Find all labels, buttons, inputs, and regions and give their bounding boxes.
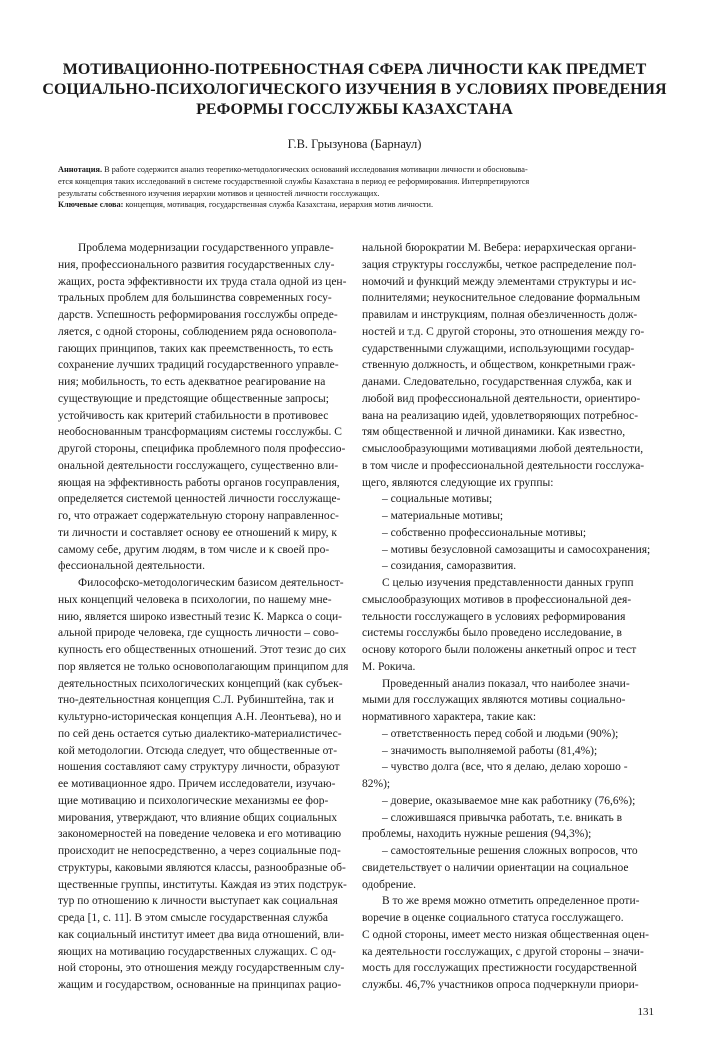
keywords-label: Ключевые слова:	[58, 200, 124, 210]
text-line: дарств. Успешность реформирования госслужбы опреде-	[58, 309, 338, 321]
text-line: деятельностных психологических концепций (как субъек-	[58, 677, 343, 690]
text-line: другой стороны, специфика проблемного поля профессио-	[58, 443, 346, 455]
abstract-block	[58, 164, 654, 211]
text-line: – собственно профессиональные мотивы;	[382, 526, 587, 539]
text-line: среда [1, с. 11]. В этом смысле государственная служба	[58, 912, 328, 924]
keywords-text: концепция, мотивация, государственная служба Казахстана, иерархия мотив личности.	[123, 200, 434, 210]
text-line: свидетельствует о наличии ориентации на социальное	[362, 861, 629, 874]
article-title-line: СОЦИАЛЬНО-ПСИХОЛОГИЧЕСКОГО ИЗУЧЕНИЯ В УСЛОВИЯХ ПРОВЕДЕНИЯ	[42, 81, 667, 98]
text-line: ляется, с одной стороны, соблюдением ряда основопола-	[58, 325, 337, 338]
text-line: яющая на эффективность работы органов госуправления,	[58, 476, 340, 489]
text-line: щего, являются следующие их группы:	[362, 476, 554, 489]
text-line: мирования, утверждают, что влияние общих социальных	[58, 811, 338, 824]
text-line: сударственными служащими, использующими государ-	[362, 342, 635, 355]
left-text-column	[58, 240, 348, 994]
text-line: правилам и инструкциям, полная обезличенность долж-	[362, 309, 638, 321]
text-line: – самостоятельные решения сложных вопросов, что	[382, 845, 638, 857]
text-line: ее мотивационное ядро. Причем исследователи, изучаю-	[58, 778, 336, 790]
text-line: закономерностей на поведение человека и его мотивацию	[58, 828, 342, 841]
text-line: происходит не непосредственно, а через социальные под-	[58, 845, 341, 857]
text-line: нию, является широко известный тезис К. Маркса о соци-	[58, 610, 343, 623]
text-line: – сложившаяся привычка работать, т.е. вникать в	[382, 811, 623, 824]
text-line: альной природе человека, где сущность личности – сово-	[58, 627, 339, 640]
text-line: кой методологии. Отсюда следует, что общественные от-	[58, 744, 338, 757]
article-title-line: МОТИВАЦИОННО-ПОТРЕБНОСТНАЯ СФЕРА ЛИЧНОСТИ КАК ПРЕДМЕТ	[62, 61, 647, 78]
text-line: яющих на мотивацию государственных служащих. С од-	[58, 945, 336, 958]
text-line: пор является не только основополагающим принципом для	[58, 660, 348, 673]
text-line: ка деятельности госслужащих, с другой стороны – значи-	[362, 945, 644, 958]
text-line: Философско-методологическим базисом деятельност-	[78, 577, 344, 589]
text-line: мыми для госслужащих являются мотивы социально-	[362, 694, 626, 707]
text-line: зация структуры госслужбы, четкое распределение пол-	[362, 258, 637, 271]
text-line: одобрение.	[362, 878, 417, 891]
text-line: Проведенный анализ показал, что наиболее значи-	[382, 677, 630, 690]
text-line: устойчивость как критерий стабильности в противовес	[58, 409, 329, 422]
text-line: по сей день остается сутью диалектико-материалистичес-	[58, 727, 342, 740]
text-line: В то же время можно отметить определенное проти-	[382, 895, 640, 908]
text-line: – созидания, саморазвития.	[382, 560, 517, 573]
text-line: жащих, роста эффективности их труда стала одной из цен-	[58, 275, 347, 288]
text-line: службы. 46,7% участников опроса подчеркнули приори-	[362, 979, 639, 991]
text-line: нормативного характера, такие как:	[362, 711, 537, 723]
text-line: – значимость выполняемой работы (81,4%);	[382, 744, 598, 757]
text-line: Проблема модернизации государственного управле-	[78, 242, 334, 254]
author-name: Г.В. Грызунова (Барнаул)	[287, 137, 422, 151]
text-line: культурно-историческая концепция А.Н. Леонтьева), но и	[58, 711, 342, 723]
text-line: смыслообразующими мотивациями любой деятельности,	[362, 443, 644, 455]
text-line: фессиональной деятельности.	[58, 560, 205, 573]
text-line: ностей и т.д. С другой стороны, это отношения между го-	[362, 325, 645, 338]
text-line: любой вид профессиональной деятельности, ориентиро-	[362, 392, 641, 405]
text-line: С одной стороны, имеет место низкая общественная оцен-	[362, 928, 649, 941]
text-line: щие мотивацию и психологические механизмы ее фор-	[58, 794, 329, 807]
text-line: существующие и предстоящие общественные запросы;	[58, 392, 329, 405]
page-number: 131	[637, 1006, 654, 1018]
text-line: сохранение лучших традиций государственного управле-	[58, 359, 339, 372]
text-line: вана на реализацию идей, удовлетворяющих потребнос-	[362, 409, 639, 422]
text-line: тральных проблем для большинства современных госу-	[58, 292, 332, 305]
abstract-line: ется концепция таких исследований в системе государственной службы Казахстана в период ее реформирования. Интерпретируются	[58, 176, 530, 186]
text-line: щественные группы, институты. Каждая из этих подструк-	[58, 878, 347, 891]
text-line: гающих принципов, таких как преемственность, то есть	[58, 342, 333, 355]
text-line: го, что отражает содержательную сторону направленнос-	[58, 510, 339, 522]
text-line: ных концепций человека в психологии, по нашему мне-	[58, 593, 332, 606]
abstract-label: Аннотация.	[58, 165, 103, 174]
text-line: М. Рокича.	[362, 660, 416, 673]
text-line: – чувство долга (все, что я делаю, делаю хорошо -	[382, 761, 628, 774]
text-line: тур по отношению к личности выступает как социальная	[58, 895, 338, 908]
text-line: номочий и функций между элементами структуры и ис-	[362, 275, 637, 288]
text-line: ственную должность, и обществом, конкретными граж-	[362, 359, 636, 372]
text-line: ния, профессионального развития государственных слу-	[58, 258, 335, 271]
text-line: структуры, каковыми являются классы, разнообразные об-	[58, 861, 346, 874]
text-line: данами. Следовательно, государственная служба, как и	[362, 376, 632, 388]
text-line: – материальные мотивы;	[382, 510, 504, 522]
text-line: проблемы, находить нужные решения (94,3%);	[362, 828, 592, 841]
text-line: 82%);	[362, 778, 391, 790]
keywords-line	[58, 199, 654, 211]
text-line: необоснованным трансформациям системы госслужбы. С	[58, 426, 342, 439]
text-line: смыслообразующих мотивов в профессиональной дея-	[362, 593, 632, 606]
text-line: как социальный институт имеет два вида отношений, вли-	[58, 928, 345, 941]
article-title	[40, 60, 669, 120]
text-line: – социальные мотивы;	[382, 493, 493, 506]
text-line: купность его общественных отношений. Этот тезис до сих	[58, 644, 347, 656]
text-line: самому себе, другим людям, в том числе и к своей про-	[58, 543, 330, 556]
text-line: ния; мобильность, то есть адекватное реагирование на	[58, 376, 326, 388]
text-line: ти личности и составляет основу ее отношений к миру, к	[58, 526, 337, 539]
text-line: – мотивы безусловной самозащиты и самосохранения;	[382, 543, 651, 556]
text-line: – ответственность перед собой и людьми (90%);	[382, 727, 619, 740]
text-line: тно-деятельностная концепция С.Л. Рубинштейна, так и	[58, 694, 334, 707]
text-line: системы госслужбы было проведено исследование, в	[362, 627, 622, 640]
text-line: жащим и государством, основанные на принципах рацио-	[58, 979, 342, 991]
text-line: ношения составляют саму структуру личности, образуют	[58, 761, 340, 774]
text-line: полнителями; неукоснительное следование формальным	[362, 292, 641, 305]
text-line: ной стороны, это отношения между государственным слу-	[58, 962, 345, 975]
abstract-line	[58, 164, 654, 176]
text-line: основу которого были положены анкетный опрос и тест	[362, 644, 637, 656]
text-line: ональной деятельности госслужащего, существенно вли-	[58, 459, 339, 472]
text-line: С целью изучения представленности данных групп	[382, 577, 634, 589]
abstract-line: результаты собственного изучения иерархии мотивов и ценностей личности госслужащих.	[58, 188, 380, 198]
text-line: в том числе и профессиональной деятельности госслужа-	[362, 459, 645, 472]
text-line: мость для госслужащих престижности государственной	[362, 962, 637, 975]
article-title-line: РЕФОРМЫ ГОССЛУЖБЫ КАЗАХСТАНА	[196, 101, 513, 118]
text-line: нальной бюрократии М. Вебера: иерархическая органи-	[362, 242, 637, 254]
abstract-text: В работе содержится анализ теоретико-методологических оснований исследования мотивации личности и обосновыва-	[102, 165, 528, 174]
text-line: – доверие, оказываемое мне как работнику (76,6%);	[382, 794, 636, 807]
text-line: воречие в оценке социального статуса госслужащего.	[362, 912, 624, 924]
text-line: тям общественной и личной динамики. Как известно,	[362, 426, 626, 439]
right-text-column	[362, 240, 651, 994]
text-line: тельности госслужащего в условиях реформирования	[362, 610, 626, 623]
text-line: определяется системой ценностей личности госслужаще-	[58, 493, 341, 506]
